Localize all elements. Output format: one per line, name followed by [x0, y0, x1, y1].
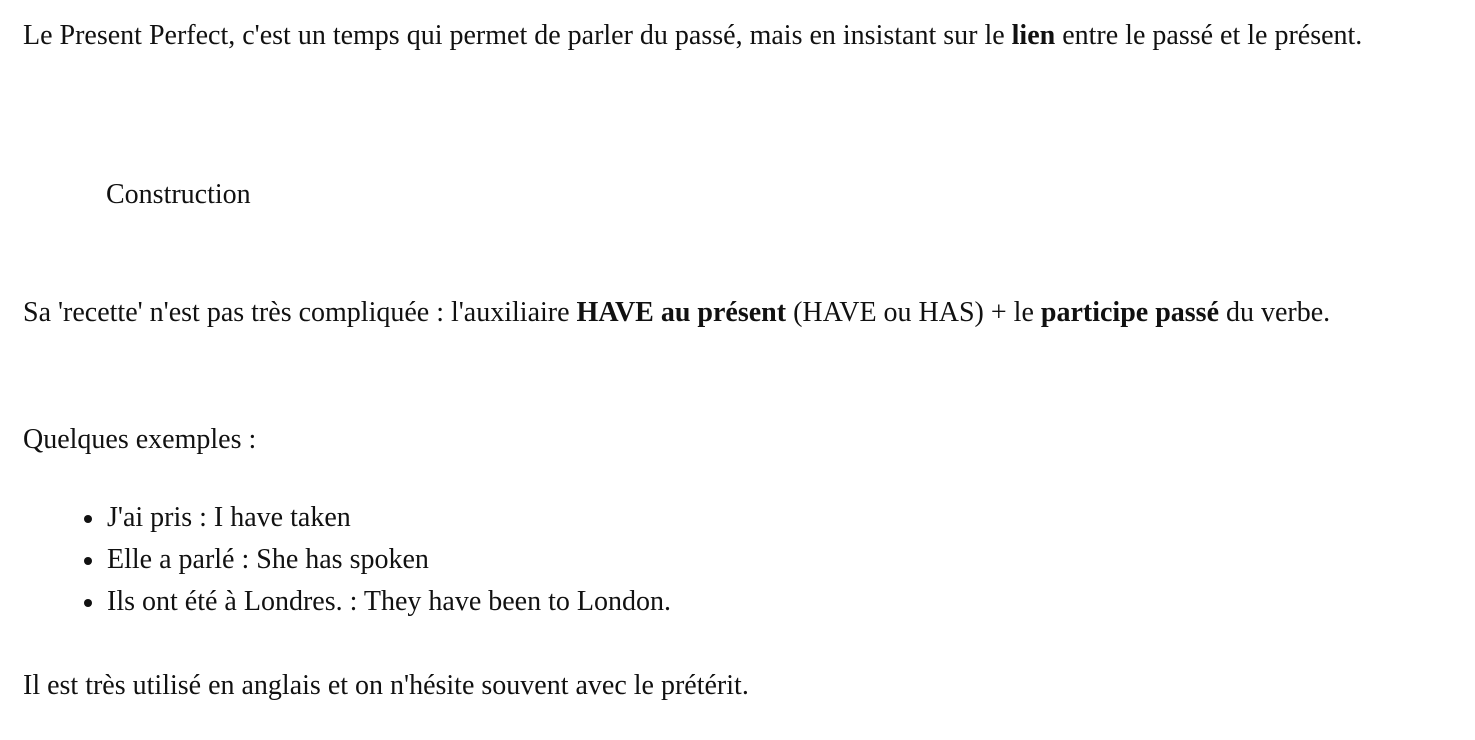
recipe-text-3: du verbe.	[1219, 297, 1331, 328]
section-heading: Construction	[106, 179, 251, 210]
intro-text-2: entre le passé et le présent.	[1055, 20, 1363, 51]
recipe-text-1: Sa 'recette' n'est pas très compliquée : l'auxiliaire	[23, 297, 577, 328]
intro-bold-lien: lien	[1011, 20, 1056, 51]
recipe-bold-have: HAVE au présent	[576, 297, 787, 328]
list-item: J'ai pris : I have taken	[23, 498, 671, 540]
recipe-bold-participe: participe passé	[1040, 297, 1219, 328]
list-item: Ils ont été à Londres. : They have been to London.	[23, 582, 671, 624]
examples-list	[23, 498, 671, 624]
intro-text-1: Le Present Perfect, c'est un temps qui permet de parler du passé, mais en insistant sur le	[23, 20, 1012, 51]
recipe-text-2: (HAVE ou HAS) + le	[786, 297, 1041, 328]
list-item: Elle a parlé : She has spoken	[23, 540, 671, 582]
closing-paragraph: Il est très utilisé en anglais et on n'hésite souvent avec le prétérit.	[23, 670, 749, 701]
examples-label: Quelques exemples :	[23, 424, 257, 455]
intro-paragraph	[23, 16, 1453, 56]
recipe-paragraph	[23, 293, 1453, 333]
